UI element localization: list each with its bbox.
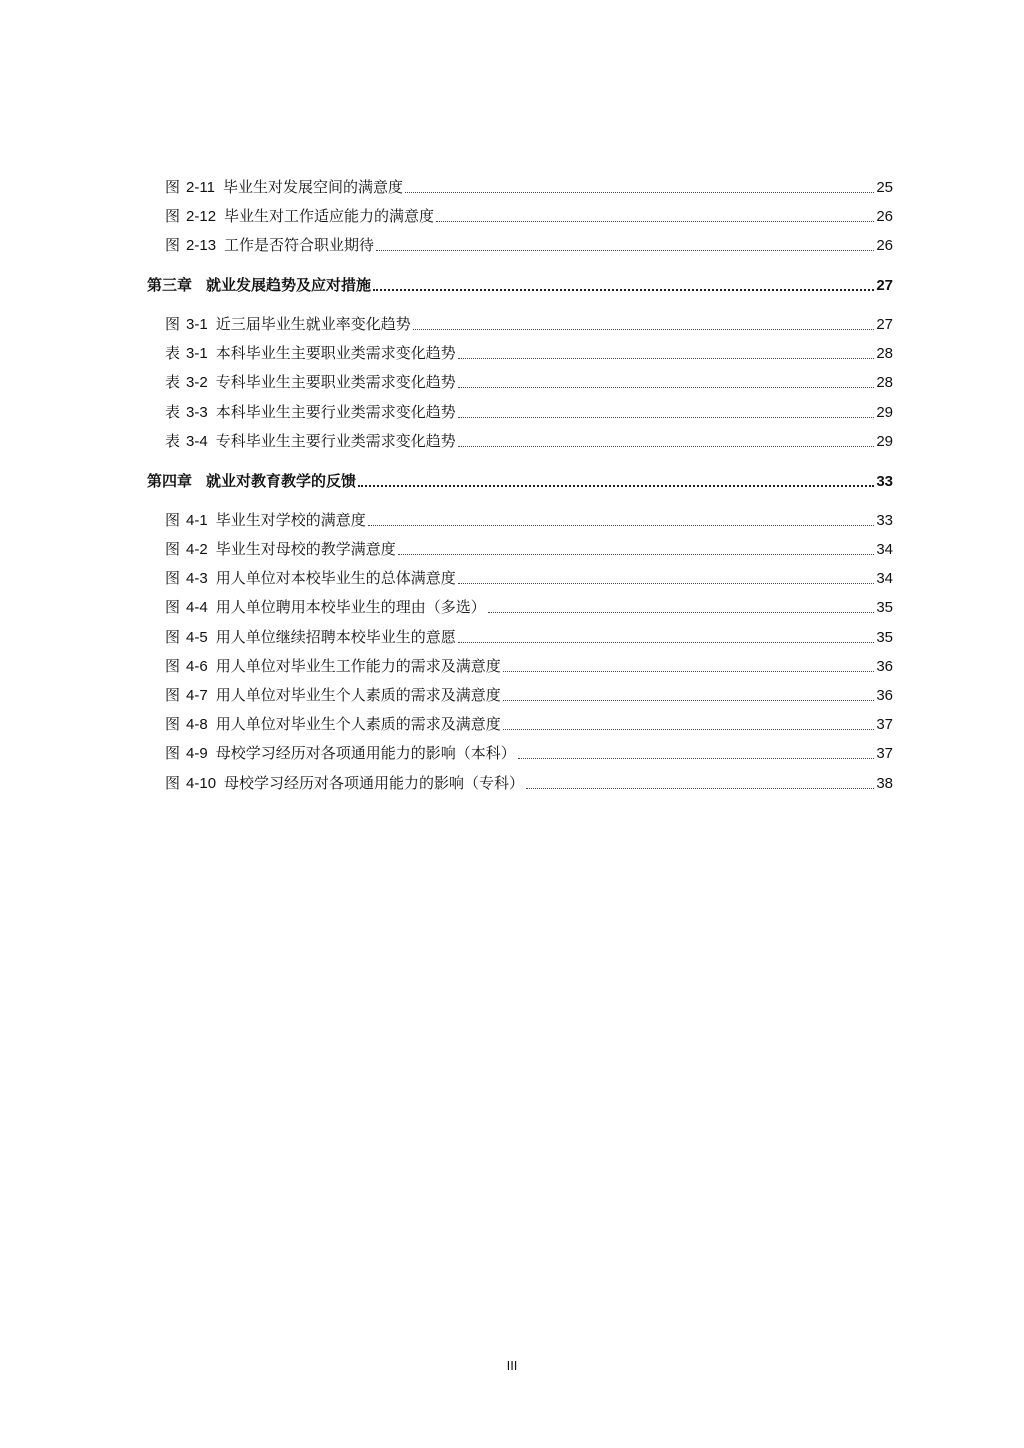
entry-page-number: 33	[876, 473, 893, 490]
entry-page-number: 25	[876, 179, 893, 196]
entry-number: 2-11	[186, 179, 215, 196]
entry-number: 3-1	[186, 345, 208, 362]
entry-page-number: 29	[876, 433, 893, 450]
entry-title: 用人单位对毕业生个人素质的需求及满意度	[215, 715, 501, 733]
entry-prefix: 图	[165, 315, 181, 333]
entry-title: 专科毕业生主要行业类需求变化趋势	[215, 432, 456, 450]
entry-title: 毕业生对发展空间的满意度	[222, 178, 403, 196]
entry-number: 3-1	[186, 316, 208, 333]
entry-page-number: 28	[876, 374, 893, 391]
entry-prefix: 表	[165, 403, 181, 421]
entry-title: 本科毕业生主要行业类需求变化趋势	[215, 403, 456, 421]
entry-prefix: 图	[165, 686, 181, 704]
dot-leader	[518, 758, 875, 759]
entry-title: 毕业生对母校的教学满意度	[215, 540, 396, 558]
entry-title: 用人单位对本校毕业生的总体满意度	[215, 569, 456, 587]
entry-page-number: 37	[876, 745, 893, 762]
entry-page-number: 35	[876, 629, 893, 646]
entry-prefix: 图	[165, 657, 181, 675]
dot-leader	[503, 671, 875, 672]
dot-leader	[458, 358, 875, 359]
entry-page-number: 27	[876, 277, 893, 294]
entry-title: 近三届毕业生就业率变化趋势	[215, 315, 411, 333]
entry-page-number: 27	[876, 316, 893, 333]
entry-title: 母校学习经历对各项通用能力的影响（本科）	[215, 744, 516, 762]
chapter-prefix: 第三章	[147, 276, 193, 294]
entry-prefix: 表	[165, 344, 181, 362]
entry-number: 4-5	[186, 629, 208, 646]
entry-title: 工作是否符合职业期待	[224, 236, 375, 254]
toc-entry[interactable]	[165, 509, 893, 531]
toc-entry[interactable]	[165, 313, 893, 335]
dot-leader	[526, 788, 874, 789]
entry-number: 3-4	[186, 433, 208, 450]
toc-entry[interactable]	[165, 684, 893, 706]
entry-number: 4-7	[186, 687, 208, 704]
toc-chapter-entry[interactable]	[147, 274, 893, 296]
dot-leader	[458, 583, 875, 584]
chapter-title: 就业发展趋势及应对措施	[206, 276, 372, 294]
entry-number: 4-8	[186, 716, 208, 733]
entry-number: 4-2	[186, 541, 208, 558]
entry-page-number: 29	[876, 404, 893, 421]
entry-number: 4-4	[186, 599, 208, 616]
entry-page-number: 26	[876, 237, 893, 254]
entry-title: 用人单位对毕业生工作能力的需求及满意度	[215, 657, 501, 675]
entry-prefix: 图	[165, 207, 181, 225]
entry-prefix: 表	[165, 432, 181, 450]
page-footer-number: III	[506, 1358, 518, 1373]
chapter-prefix: 第四章	[147, 472, 193, 490]
toc-entry[interactable]	[165, 713, 893, 735]
dot-leader	[398, 554, 875, 555]
dot-leader	[488, 612, 875, 613]
entry-prefix: 图	[165, 598, 181, 616]
dot-leader	[436, 221, 874, 222]
toc-entry[interactable]	[165, 371, 893, 393]
entry-number: 4-3	[186, 570, 208, 587]
dot-leader	[376, 250, 874, 251]
entry-number: 2-12	[186, 208, 217, 225]
entry-page-number: 35	[876, 599, 893, 616]
toc-entry[interactable]	[165, 430, 893, 452]
entry-title: 母校学习经历对各项通用能力的影响（专科）	[224, 774, 525, 792]
entry-prefix: 图	[165, 178, 181, 196]
dot-leader	[413, 329, 875, 330]
dot-leader	[503, 700, 875, 701]
entry-page-number: 28	[876, 345, 893, 362]
entry-prefix: 图	[165, 511, 181, 529]
entry-prefix: 图	[165, 715, 181, 733]
toc-entry[interactable]	[165, 626, 893, 648]
toc-entry[interactable]	[165, 342, 893, 364]
entry-prefix: 图	[165, 744, 181, 762]
entry-title: 用人单位对毕业生个人素质的需求及满意度	[215, 686, 501, 704]
toc-entry[interactable]	[165, 401, 893, 423]
dot-leader	[358, 485, 874, 487]
entry-number: 3-3	[186, 404, 208, 421]
entry-page-number: 36	[876, 658, 893, 675]
dot-leader	[373, 289, 874, 291]
entry-title: 专科毕业生主要职业类需求变化趋势	[215, 373, 456, 391]
entry-number: 3-2	[186, 374, 208, 391]
entry-number: 4-9	[186, 745, 208, 762]
entry-prefix: 图	[165, 236, 181, 254]
toc-entry[interactable]	[165, 176, 893, 198]
entry-prefix: 图	[165, 774, 181, 792]
dot-leader	[458, 387, 875, 388]
entry-number: 2-13	[186, 237, 217, 254]
dot-leader	[405, 192, 874, 193]
entry-title: 用人单位聘用本校毕业生的理由（多选）	[215, 598, 486, 616]
entry-page-number: 34	[876, 570, 893, 587]
entry-title: 用人单位继续招聘本校毕业生的意愿	[215, 628, 456, 646]
entry-prefix: 图	[165, 628, 181, 646]
entry-title: 本科毕业生主要职业类需求变化趋势	[215, 344, 456, 362]
dot-leader	[458, 642, 875, 643]
dot-leader	[368, 525, 875, 526]
chapter-title: 就业对教育教学的反馈	[206, 472, 357, 490]
dot-leader	[458, 446, 875, 447]
entry-page-number: 34	[876, 541, 893, 558]
entry-number: 4-6	[186, 658, 208, 675]
entry-title: 毕业生对工作适应能力的满意度	[224, 207, 435, 225]
entry-prefix: 表	[165, 373, 181, 391]
entry-prefix: 图	[165, 540, 181, 558]
toc-entry[interactable]	[165, 742, 893, 764]
toc-chapter-entry[interactable]	[147, 470, 893, 492]
entry-page-number: 36	[876, 687, 893, 704]
entry-prefix: 图	[165, 569, 181, 587]
toc-entry[interactable]	[165, 538, 893, 560]
toc-entry[interactable]	[165, 655, 893, 677]
dot-leader	[503, 729, 875, 730]
toc-entry[interactable]	[165, 234, 893, 256]
entry-number: 4-1	[186, 512, 208, 529]
entry-page-number: 26	[876, 208, 893, 225]
entry-page-number: 38	[876, 775, 893, 792]
toc-entry[interactable]	[165, 567, 893, 589]
entry-title: 毕业生对学校的满意度	[215, 511, 366, 529]
toc-entry[interactable]	[165, 596, 893, 618]
toc-entry[interactable]	[165, 772, 893, 794]
entry-page-number: 37	[876, 716, 893, 733]
entry-page-number: 33	[876, 512, 893, 529]
entry-number: 4-10	[186, 775, 217, 792]
dot-leader	[458, 417, 875, 418]
toc-entry[interactable]	[165, 205, 893, 227]
